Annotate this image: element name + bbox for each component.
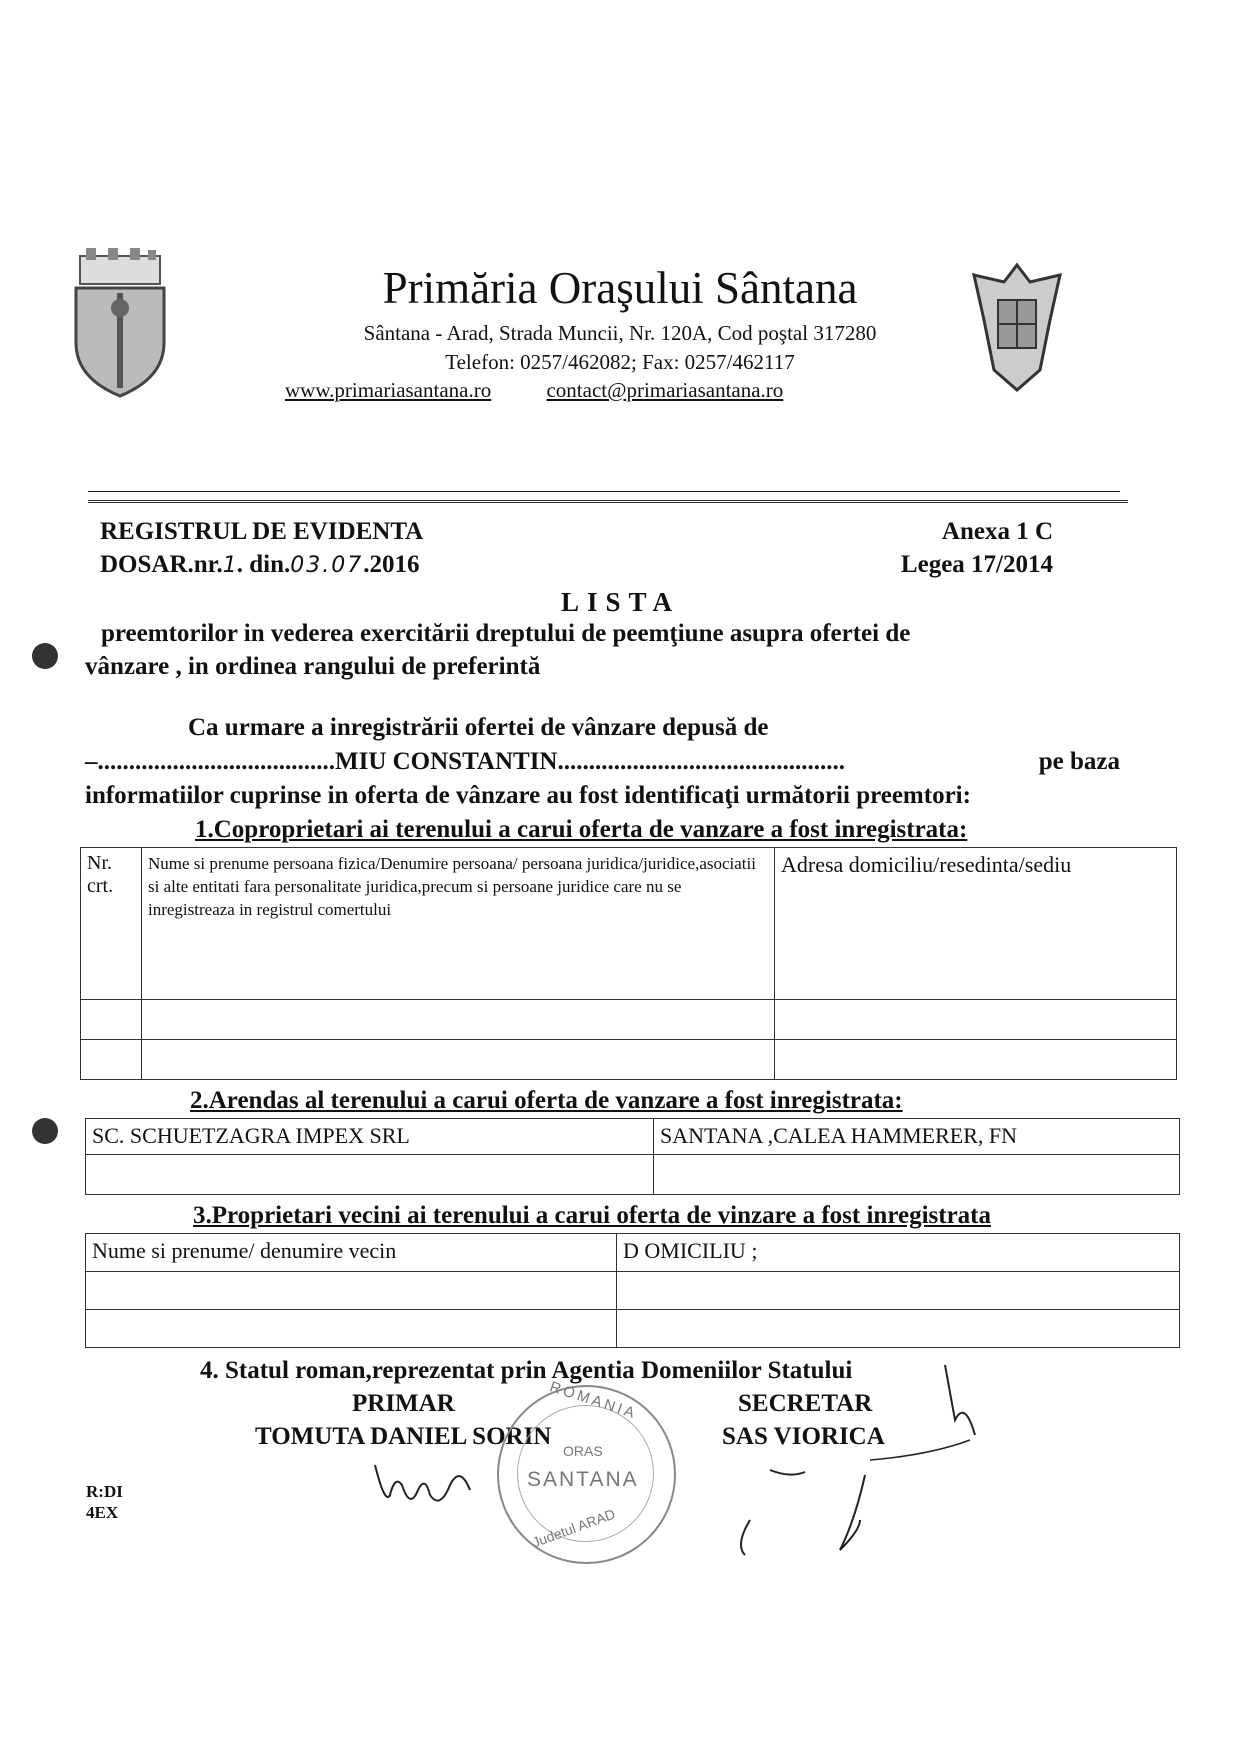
register-title: REGISTRUL DE EVIDENTA <box>100 518 424 545</box>
header-divider-double <box>88 500 1128 506</box>
intro-line3: informatiilor cuprinse in oferta de vânzare au fost identificaţi următorii preemtori: <box>85 782 971 809</box>
co-owners-table <box>80 847 1177 1080</box>
header-divider <box>88 491 1120 492</box>
stamp-county: Judetul ARAD <box>529 1505 618 1551</box>
table-row <box>86 1119 1180 1155</box>
list-heading: LISTA <box>560 587 681 617</box>
table-row <box>81 1040 1177 1080</box>
intro-line2 <box>85 748 1120 776</box>
annex-label: Anexa 1 C <box>941 518 1053 545</box>
table-row <box>86 1272 1180 1310</box>
mayor-title: PRIMAR <box>352 1390 455 1417</box>
tenant-name: SC. SCHUETZAGRA IMPEX SRL <box>86 1119 654 1155</box>
dossier-prefix: DOSAR.nr. <box>100 551 223 578</box>
mayor-name: TOMUTA DANIEL SORIN <box>255 1423 552 1450</box>
secretary-signature-icon <box>730 1360 980 1560</box>
dossier-number: 1 <box>222 553 237 578</box>
email-link[interactable]: contact@primariasantana.ro <box>546 378 784 402</box>
tenant-table <box>85 1118 1180 1195</box>
section2-heading: 2.Arendas al terenului a carui oferta de vanzare a fost inregistrata: <box>190 1087 903 1114</box>
table-header-row <box>81 848 1177 1000</box>
footer-copies: 4EX <box>86 1503 119 1522</box>
col-address: Adresa domiciliu/resedinta/sediu <box>775 848 1177 1000</box>
institution-address: Sântana - Arad, Strada Muncii, Nr. 120A, Cod poştal 317280 <box>363 321 877 345</box>
santana-coat-of-arms-icon <box>68 248 173 398</box>
col-name: Nume si prenume persoana fizica/Denumire persoana/ persoana juridica/juridice,asociatii si alte entitati fara personalitate juridica,precum si persoane juridice care nu se inregistreaza in registrul comertului <box>142 848 775 1000</box>
punch-hole <box>32 643 58 669</box>
section1-heading: 1.Coproprietari ai terenului a carui oferta de vanzare a fost inregistrata: <box>195 816 968 843</box>
table-row <box>86 1155 1180 1195</box>
stamp-town-type: ORAS <box>563 1443 603 1459</box>
col-domicile: D OMICILIU ; <box>617 1234 1180 1272</box>
seller-name: MIU CONSTANTIN <box>335 748 558 775</box>
section4-heading: 4. Statul roman,reprezentat prin Agentia Domeniilor Statului <box>200 1357 853 1384</box>
secretary-name: SAS VIORICA <box>722 1423 885 1450</box>
institution-title: Primăria Oraşului Sântana <box>382 263 858 313</box>
din-prefix: . din. <box>236 551 291 578</box>
neighbors-table <box>85 1233 1180 1348</box>
table-row <box>81 1000 1177 1040</box>
institution-phone-fax: Telefon: 0257/462082; Fax: 0257/462117 <box>445 350 795 374</box>
intro-line2-end: pe baza <box>1038 748 1120 775</box>
footer-ref: R:DI <box>86 1482 123 1501</box>
intro-dots-right: .............................................. <box>557 748 845 775</box>
law-label: Legea 17/2014 <box>900 551 1053 578</box>
section3-heading: 3.Proprietari vecini ai terenului a carui oferta de vinzare a fost inregistrata <box>193 1202 991 1229</box>
intro-line1: Ca urmare a inregistrării ofertei de vânzare depusă de <box>188 714 769 741</box>
tenant-address: SANTANA ,CALEA HAMMERER, FN <box>654 1119 1180 1155</box>
website-link[interactable]: www.primariasantana.ro <box>285 378 492 402</box>
punch-hole <box>32 1118 58 1144</box>
table-row <box>86 1310 1180 1348</box>
list-subtitle-line2: vânzare , in ordinea rangului de preferintă <box>85 653 541 680</box>
stamp-country: ROMANIA <box>547 1378 640 1423</box>
dossier-year: .2016 <box>363 551 420 578</box>
table-header-row <box>86 1234 1180 1272</box>
secretary-title: SECRETAR <box>738 1390 873 1417</box>
institution-links <box>285 378 783 403</box>
col-neighbor-name: Nume si prenume/ denumire vecin <box>86 1234 617 1272</box>
intro-dots-left: –...................................... <box>85 748 335 775</box>
dossier-line <box>100 551 419 579</box>
stamp-town: SANTANA <box>527 1468 639 1491</box>
dossier-date: 03.07 <box>290 553 364 578</box>
mayor-signature-icon <box>370 1455 480 1515</box>
list-subtitle-line1: preemtorilor in vederea exercitării dreptului de peemţiune asupra ofertei de <box>101 620 911 647</box>
col-nr-crt: Nr. crt. <box>81 848 142 1000</box>
